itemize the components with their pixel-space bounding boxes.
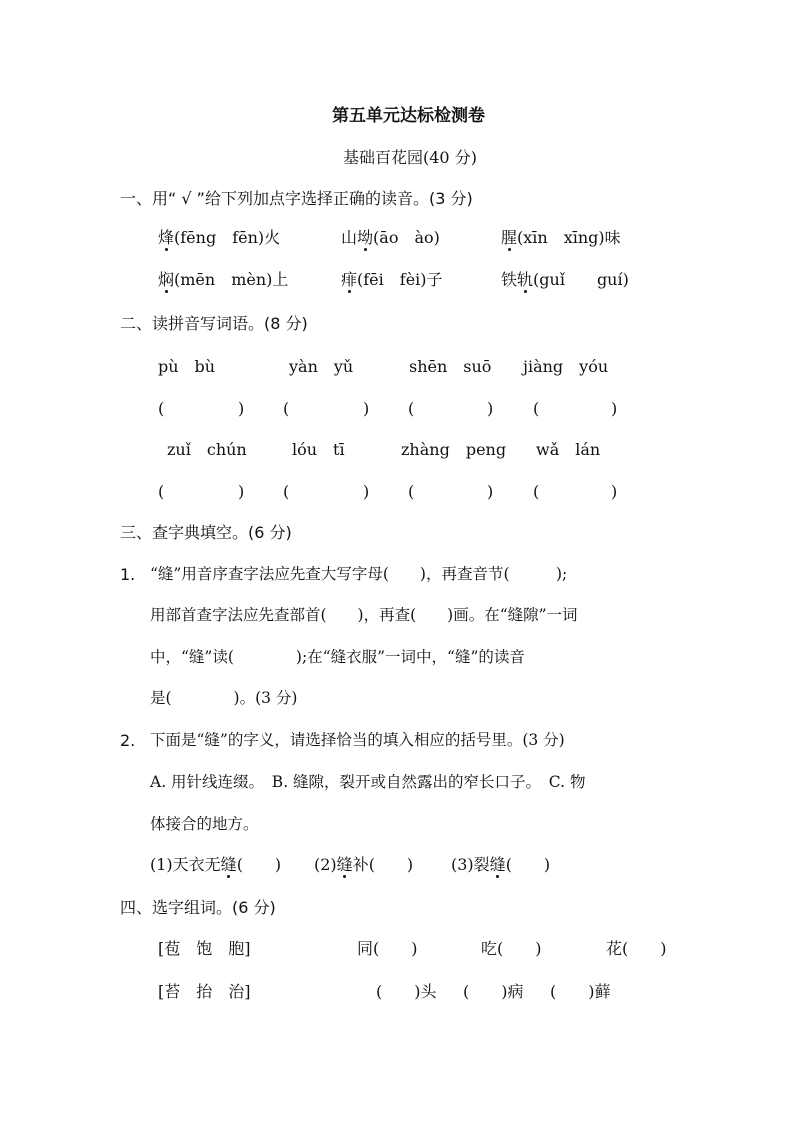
pinyin-choice-item (158, 230, 280, 246)
dotted-char: 坳 (357, 228, 374, 247)
pinyin-choice-item (158, 272, 288, 288)
pinyin-word: jiàng yóu (523, 357, 609, 376)
answer-paren-open: ( (533, 399, 540, 418)
question-stem: 下面是“缝”的字义，请选择恰当的填入相应的括号里。(3 分) (150, 731, 565, 749)
pinyin-options: (fēng fēn)火 (174, 228, 281, 247)
option-list: A. 用针线连缀。 B. 缝隙，裂开或自然露出的窄长口子。 C. 物 (150, 773, 586, 791)
character-group: [苞 饱 胞] (158, 939, 251, 958)
dotted-char: 缝 (489, 855, 506, 874)
pinyin-options: (āo ào) (373, 228, 440, 247)
question-line: 用部首查字法应先查部首( )，再查( )画。在“缝隙”一词 (150, 606, 578, 624)
dotted-char: 烽 (158, 228, 175, 247)
answer-paren-open: ( (533, 482, 540, 501)
answer-paren-open: ( (158, 482, 165, 501)
word-blank: 同( ) (357, 939, 418, 958)
pinyin-choice-item (341, 230, 440, 246)
word-blank: 吃( ) (481, 939, 542, 958)
answer-paren-open: ( (283, 399, 290, 418)
answer-paren-close: ) (363, 482, 370, 501)
dotted-char: 缝 (220, 855, 237, 874)
word-blank: 花( ) (606, 939, 667, 958)
meaning-blank (314, 857, 413, 873)
question-line: “缝”用音序查字法应先查大写字母( )，再查音节( ); (150, 565, 568, 583)
answer-paren-close: ) (487, 399, 494, 418)
answer-paren-close: ) (363, 399, 370, 418)
pinyin-choice-item (501, 230, 621, 246)
pinyin-word: zhàng peng (401, 440, 507, 459)
word-blank: ( )头 (376, 982, 437, 1001)
word-blank: ( )病 (463, 982, 524, 1001)
meaning-blank (451, 857, 550, 873)
pinyin-word: lóu tī (292, 440, 345, 459)
pinyin-options: (mēn mèn)上 (174, 270, 289, 289)
meaning-blank (150, 857, 281, 873)
answer-paren-close: ) (611, 482, 618, 501)
pinyin-word: pù bù (158, 357, 216, 376)
blank-parens: ( ) (505, 855, 551, 874)
dotted-char: 缝 (336, 855, 353, 874)
pinyin-options: (fēi fèi)子 (357, 270, 443, 289)
answer-paren-close: ) (487, 482, 494, 501)
blank-prefix: (1)天衣无 (150, 855, 221, 874)
question-number: 1. (120, 565, 136, 584)
word-blank: ( )藓 (550, 982, 611, 1001)
answer-paren-close: ) (611, 399, 618, 418)
dotted-char: 轨 (517, 270, 534, 289)
question-line: 是( )。(3 分) (150, 689, 298, 707)
question-line: 中，“缝”读( );在“缝衣服”一词中，“缝”的读音 (150, 648, 525, 666)
answer-paren-open: ( (408, 482, 415, 501)
pinyin-word: yàn yǔ (289, 357, 354, 376)
page-title: 第五单元达标检测卷 (332, 106, 485, 126)
pinyin-word: shēn suō (409, 357, 492, 376)
answer-paren-close: ) (238, 399, 245, 418)
section3-heading: 三、查字典填空。(6 分) (120, 523, 292, 542)
pinyin-choice-item (341, 272, 443, 288)
answer-paren-open: ( (158, 399, 165, 418)
option-list: 体接合的地方。 (150, 815, 259, 833)
dotted-char: 痱 (341, 270, 358, 289)
plain-char: 山 (341, 228, 358, 247)
section2-heading: 二、读拼音写词语。(8 分) (120, 314, 308, 333)
plain-char: 铁 (501, 270, 518, 289)
pinyin-word: wǎ lán (536, 440, 601, 459)
blank-parens: ( ) (236, 855, 282, 874)
pinyin-word: zuǐ chún (167, 440, 247, 459)
section4-heading: 四、选字组词。(6 分) (120, 898, 276, 917)
pinyin-options: (xīn xīng)味 (517, 228, 621, 247)
section1-heading: 一、用“ √ ”给下列加点字选择正确的读音。(3 分) (120, 189, 473, 208)
blank-prefix: (2) (314, 855, 337, 874)
answer-paren-close: ) (238, 482, 245, 501)
pinyin-options: (guǐ guí) (533, 270, 629, 289)
character-group: [苔 抬 治] (158, 982, 251, 1001)
pinyin-choice-item (501, 272, 629, 288)
section-subtitle: 基础百花园(40 分) (343, 148, 477, 167)
blank-prefix: (3)裂 (451, 855, 490, 874)
question-number: 2. (120, 731, 136, 750)
dotted-char: 腥 (501, 228, 518, 247)
dotted-char: 焖 (158, 270, 175, 289)
blank-parens: 补( ) (352, 855, 414, 874)
answer-paren-open: ( (408, 399, 415, 418)
answer-paren-open: ( (283, 482, 290, 501)
